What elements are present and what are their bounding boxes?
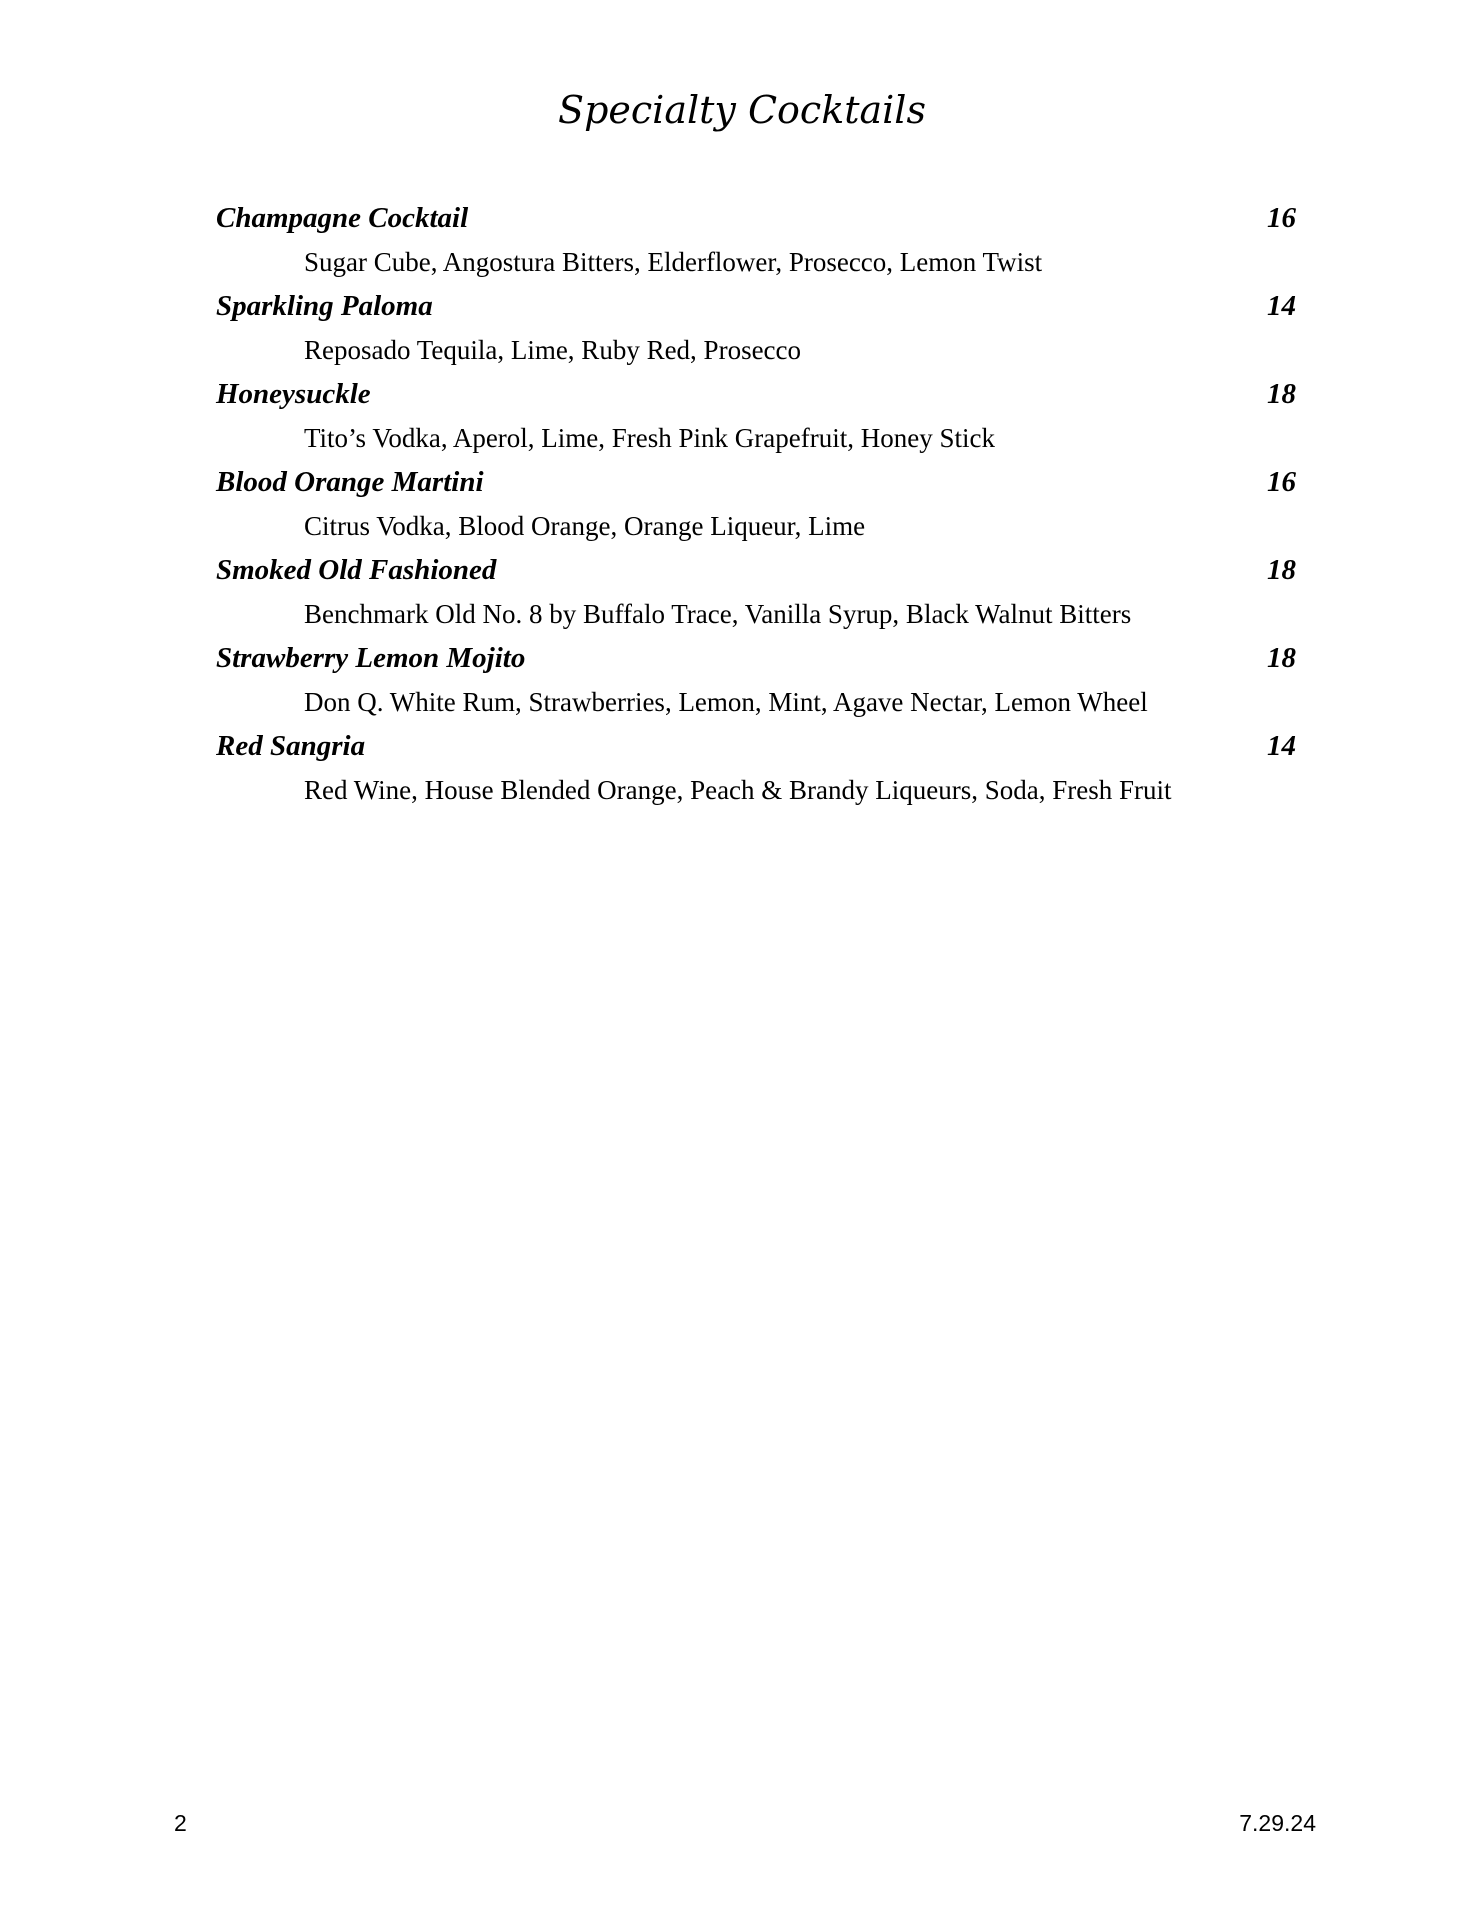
menu-item [216,284,1296,372]
item-name: Red Sangria [216,730,366,762]
menu-item [216,196,1296,284]
item-header [216,724,1296,768]
item-header [216,548,1296,592]
item-price: 14 [1267,730,1296,762]
item-name: Smoked Old Fashioned [216,554,497,586]
item-name: Sparkling Paloma [216,290,433,322]
item-description: Reposado Tequila, Lime, Ruby Red, Prosecco [304,335,802,365]
cocktail-menu-list [216,196,1296,812]
item-header [216,636,1296,680]
item-name: Champagne Cocktail [216,202,469,234]
menu-item [216,460,1296,548]
item-name: Honeysuckle [216,378,371,410]
item-name: Blood Orange Martini [216,466,484,498]
item-price: 16 [1267,466,1296,498]
item-description: Citrus Vodka, Blood Orange, Orange Liqueur, Lime [304,511,866,541]
item-price: 14 [1267,290,1296,322]
item-price: 18 [1267,554,1296,586]
item-description: Tito’s Vodka, Aperol, Lime, Fresh Pink Grapefruit, Honey Stick [304,423,995,453]
menu-item [216,636,1296,724]
item-price: 18 [1267,642,1296,674]
item-header [216,372,1296,416]
item-name: Strawberry Lemon Mojito [216,642,526,674]
page-number: 2 [174,1810,187,1836]
item-price: 18 [1267,378,1296,410]
item-header [216,196,1296,240]
item-description: Sugar Cube, Angostura Bitters, Elderflower, Prosecco, Lemon Twist [304,247,1043,277]
page-title: Specialty Cocktails [558,88,926,132]
menu-item [216,372,1296,460]
item-description: Don Q. White Rum, Strawberries, Lemon, Mint, Agave Nectar, Lemon Wheel [304,687,1148,717]
item-description: Red Wine, House Blended Orange, Peach & Brandy Liqueurs, Soda, Fresh Fruit [304,775,1172,805]
menu-item [216,724,1296,812]
item-description: Benchmark Old No. 8 by Buffalo Trace, Vanilla Syrup, Black Walnut Bitters [304,599,1132,629]
item-header [216,284,1296,328]
item-price: 16 [1267,202,1296,234]
revision-date: 7.29.24 [1239,1810,1316,1836]
menu-item [216,548,1296,636]
item-header [216,460,1296,504]
